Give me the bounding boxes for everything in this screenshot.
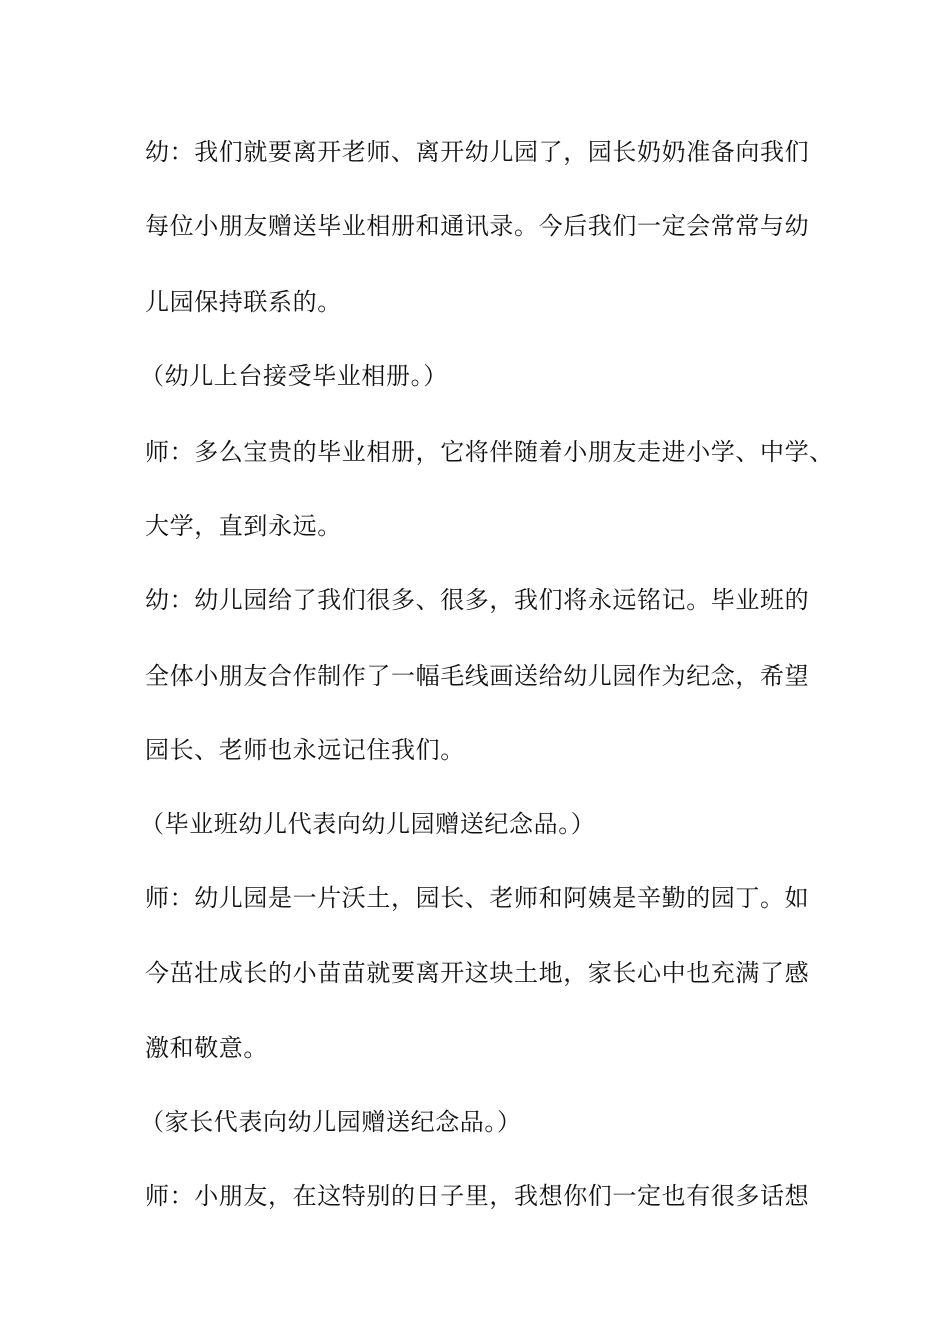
stage-direction: （幼儿上台接受毕业相册。） [140, 362, 448, 390]
dialogue-line: 幼：我们就要离开老师、离开幼儿园了，园长奶奶准备向我们 [145, 138, 810, 166]
dialogue-line: 每位小朋友赠送毕业相册和通讯录。今后我们一定会常常与幼 [145, 212, 810, 240]
dialogue-line: 今茁壮成长的小苗苗就要离开这块土地，家长心中也充满了感 [145, 959, 810, 987]
dialogue-line: 师：幼儿园是一片沃土，园长、老师和阿姨是辛勤的园丁。如 [145, 884, 810, 912]
dialogue-line: 幼：幼儿园给了我们很多、很多，我们将永远铭记。毕业班的 [145, 586, 810, 614]
stage-direction: （毕业班幼儿代表向幼儿园赠送纪念品。） [140, 810, 596, 838]
dialogue-line: 儿园保持联系的。 [145, 288, 342, 316]
dialogue-line: 大学，直到永远。 [145, 512, 342, 540]
dialogue-line: 师：多么宝贵的毕业相册，它将伴随着小朋友走进小学、中学、 [145, 438, 834, 466]
dialogue-line: 激和敬意。 [145, 1034, 268, 1062]
stage-direction: （家长代表向幼儿园赠送纪念品。） [140, 1108, 522, 1136]
dialogue-line: 园长、老师也永远记住我们。 [145, 736, 465, 764]
dialogue-line: 全体小朋友合作制作了一幅毛线画送给幼儿园作为纪念，希望 [145, 662, 810, 690]
dialogue-line: 师：小朋友，在这特别的日子里，我想你们一定也有很多话想 [145, 1182, 810, 1210]
